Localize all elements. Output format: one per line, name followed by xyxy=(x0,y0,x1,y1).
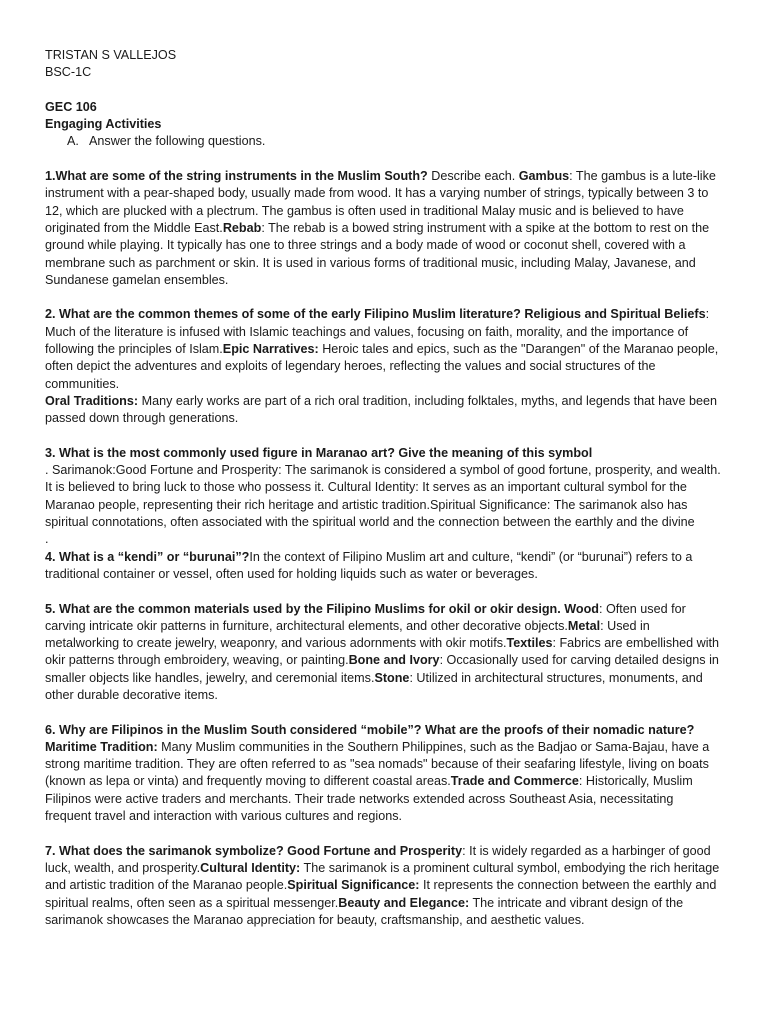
answer-5-text-a: : Often used for carving intricate okir patterns in furniture, architectural elements, and other decorative objects. xyxy=(45,601,686,633)
answer-1-text-b: : The gambus is a lute-like instrument with a pear-shaped body, usually made from wood. It has a varying number of strings, typically between 3 to 12, which are plucked with a plectrum. The gambus is often used in traditional Malay music and is believed to have originated from the Middle East. xyxy=(45,169,716,235)
answer-7-heading-spiritual: Spiritual Significance: xyxy=(287,878,420,893)
question-2: 2. What are the common themes of some of the early Filipino Muslim literature? xyxy=(45,307,521,322)
answer-block-3 xyxy=(45,445,721,549)
spacer xyxy=(45,428,721,445)
answer-5-heading-textiles: Textiles xyxy=(506,636,553,651)
instruction-text: Answer the following questions. xyxy=(89,134,266,149)
answer-7-text-d: The intricate and vibrant design of the sarimanok showcases the Maranao appreciation for beauty, craftsmanship, and aesthetic values. xyxy=(45,895,684,927)
answer-5-text-b: : Used in metalworking to create jewelry, weaponry, and various adornments with okir motifs. xyxy=(45,618,650,651)
question-4: 4. What is a “kendi” or “burunai”? xyxy=(45,549,250,564)
spacer xyxy=(45,82,721,99)
answer-2-heading-religious: Religious and Spiritual Beliefs xyxy=(520,307,706,322)
answer-5-heading-metal: Metal xyxy=(567,618,601,633)
question-7: 7. What does the sarimanok symbolize? xyxy=(45,843,284,858)
activity-title: Engaging Activities xyxy=(45,117,162,132)
answer-block-2 xyxy=(45,306,721,427)
document-body xyxy=(45,47,721,929)
answer-2-text-b: Heroic tales and epics, such as the "Darangen" of the Maranao people, often depict the adventures and exploits of legendary heroes, reflecting the values and social structures of the communities. xyxy=(45,342,719,391)
answer-block-6 xyxy=(45,722,721,826)
question-5: 5. What are the common materials used by the Filipino Muslims for okil or okir design. xyxy=(45,601,561,616)
answer-5-text-d: : Occasionally used for carving detailed designs in smaller objects like handles, jewelry, and ceremonial items. xyxy=(45,653,719,685)
answer-5-heading-wood: Wood xyxy=(560,601,599,616)
answer-7-heading-fortune: Good Fortune and Prosperity xyxy=(283,843,463,858)
answer-7-heading-beauty: Beauty and Elegance: xyxy=(338,895,470,910)
instruction-item xyxy=(67,133,721,150)
answer-5-text-c: : Fabrics are embellished with okir patterns through embroidery, weaving, or painting. xyxy=(45,636,720,668)
answer-1-heading-rebab: Rebab xyxy=(222,220,262,235)
answer-block-7 xyxy=(45,843,721,929)
answer-5-heading-stone: Stone xyxy=(374,670,410,685)
student-name: TRISTAN S VALLEJOS xyxy=(45,48,177,62)
answer-6-heading-trade: Trade and Commerce xyxy=(450,774,579,789)
spacer xyxy=(45,151,721,168)
answer-2-text-a: : Much of the literature is infused with Islamic teachings and values, focusing on faith, morality, and the importance of following the principles of Islam. xyxy=(45,307,710,357)
question-6: 6. Why are Filipinos in the Muslim South considered “mobile”? What are the proofs of their nomadic nature? xyxy=(45,722,695,737)
answer-6-text-b: : Historically, Muslim Filipinos were active traders and merchants. Their trade networks extended across Southeast Asia, necessitating frequent travel and interaction with various cultures and regions. xyxy=(45,774,693,824)
answer-7-text-a: : It is widely regarded as a harbinger of good luck, wealth, and prosperity. xyxy=(45,843,711,875)
answer-2-heading-epic: Epic Narratives: xyxy=(222,342,319,357)
answer-7-text-b: The sarimanok is a prominent cultural symbol, embodying the rich heritage and artistic tradition of the Maranao people. xyxy=(45,860,720,893)
answer-2-text-c: Many early works are part of a rich oral tradition, including folktales, myths, and legends that have been passed down through generations. xyxy=(45,393,717,426)
list-marker: A. xyxy=(67,134,79,149)
question-3: 3. What is the most commonly used figure in Maranao art? Give the meaning of this symbol xyxy=(45,445,593,460)
spacer xyxy=(45,583,721,600)
question-1: 1.What are some of the string instruments in the Muslim South? xyxy=(45,169,428,184)
spacer xyxy=(45,825,721,842)
answer-6-text-a: Many Muslim communities in the Southern Philippines, such as the Badjao or Sama-Bajau, have a strong maritime tradition. They are often referred to as "sea nomads" because of their seafaring lifestyle, living on boats (known as lepa or vinta) and frequently moving to different coastal areas. xyxy=(45,739,710,789)
answer-2-heading-oral: Oral Traditions: xyxy=(45,393,139,408)
answer-5-heading-bone: Bone and Ivory xyxy=(348,653,440,668)
answer-7-text-c: It represents the connection between the earthly and spiritual realms, often seen as a spiritual messenger. xyxy=(45,878,717,910)
spacer xyxy=(45,289,721,306)
answer-1-heading-gambus: Gambus xyxy=(518,169,570,184)
answer-5-text-e: : Utilized in architectural structures, monuments, and other durable decorative items. xyxy=(45,670,703,702)
answer-block-1 xyxy=(45,168,721,289)
answer-block-5 xyxy=(45,601,721,705)
answer-3-text: . Sarimanok:Good Fortune and Prosperity: The sarimanok is considered a symbol of good fortune, prosperity, and wealth. It is believed to bring luck to those who possess it. Cultural Identity: It serves as an important cultural symbol for the Maranao people, representing their rich heritage and artistic tradition.Spiritual Significance: The sarimanok also has spiritual connotations, often associated with the spiritual world and the connection between the earthly and the divine xyxy=(45,463,721,530)
student-section: BSC-1C xyxy=(45,65,92,80)
spacer xyxy=(45,704,721,721)
answer-1-text-a: Describe each. xyxy=(427,169,519,184)
answer-4-text: In the context of Filipino Muslim art and culture, “kendi” (or “burunai”) refers to a traditional container or vessel, often used for holding liquids such as water or beverages. xyxy=(45,549,693,581)
answer-3-trailing-dot: . xyxy=(45,532,49,547)
answer-block-4 xyxy=(45,549,721,584)
answer-1-text-c: : The rebab is a bowed string instrument with a spike at the bottom to rest on the ground while playing. It typically has one to three strings and a body made of wood or coconut shell, covered with a membrane such as parchment or skin. It is used in various forms of traditional music, including Malay, Javanese, and Sundanese gamelan ensembles. xyxy=(45,220,710,287)
answer-6-heading-maritime: Maritime Tradition: xyxy=(45,739,158,754)
answer-7-heading-identity: Cultural Identity: xyxy=(200,860,301,875)
course-code: GEC 106 xyxy=(45,99,97,114)
